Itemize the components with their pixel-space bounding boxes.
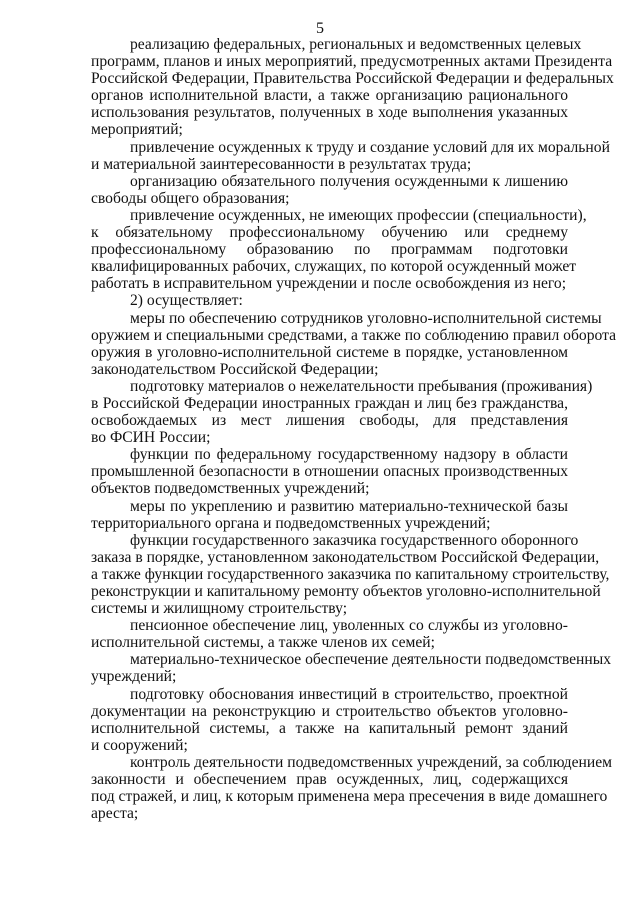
text-line: и материальной заинтересованности в результатах труда; <box>91 155 472 173</box>
text-line: функции по федеральному государственному надзору в области <box>130 446 568 464</box>
text-line: объектов подведомственных учреждений; <box>91 480 370 498</box>
text-line: ареста; <box>91 805 139 823</box>
text-line: промышленной безопасности в отношении опасных производственных <box>91 463 568 481</box>
text-line: 2) осуществляет: <box>130 292 243 310</box>
paragraph <box>91 617 568 651</box>
text-line: документации на реконструкцию и строительство объектов уголовно- <box>91 702 568 720</box>
text-line: подготовку обоснования инвестиций в строительство, проектной <box>130 685 568 703</box>
paragraph <box>91 498 568 532</box>
text-line: к обязательному профессиональному обучению или среднему <box>91 224 568 242</box>
text-line: реконструкции и капитальному ремонту объектов уголовно-исполнительной <box>91 583 601 600</box>
text-line: мероприятий; <box>91 121 183 139</box>
text-line: свободы общего образования; <box>91 189 290 207</box>
text-line: привлечение осужденных к труду и создание условий для их моральной <box>130 138 610 156</box>
paragraph <box>91 138 610 173</box>
text-line: меры по укреплению и развитию материально-технической базы <box>130 497 568 515</box>
text-line: материально-техническое обеспечение деятельности подведомственных <box>130 651 612 669</box>
text-line: пенсионное обеспечение лиц, уволенных со службы из уголовно- <box>130 617 568 635</box>
page-number: 5 <box>316 20 324 37</box>
paragraph <box>91 446 568 497</box>
document-body <box>91 36 617 823</box>
text-line: территориального органа и подведомственных учреждений; <box>91 514 491 532</box>
text-line: учреждений; <box>91 668 177 686</box>
paragraph <box>91 753 613 823</box>
text-line: исполнительной системы, а также членов их семей; <box>91 634 435 652</box>
paragraph <box>91 686 568 754</box>
text-line: использования результатов, полученных в ходе выполнения указанных <box>91 104 568 122</box>
text-line: органов исполнительной власти, а также организацию рационального <box>91 87 568 105</box>
text-line: системы и жилищному строительству; <box>91 600 348 618</box>
paragraph <box>91 173 568 207</box>
text-line: организацию обязательного получения осужденными к лишению <box>130 172 568 190</box>
text-line: меры по обеспечению сотрудников уголовно-исполнительной системы <box>130 309 602 327</box>
paragraph <box>91 309 617 378</box>
text-line: заказа в порядке, установленном законодательством Российской Федерации, <box>91 548 600 566</box>
text-line: Российской Федерации, Правительства Российской Федерации и федеральных <box>91 70 614 88</box>
text-line: функции государственного заказчика государственного оборонного <box>130 531 579 549</box>
text-line: квалифицированных рабочих, служащих, по которой осужденный может <box>91 258 577 276</box>
paragraph <box>91 377 593 447</box>
text-line: программ, планов и иных мероприятий, предусмотренных актами Президента <box>91 53 613 71</box>
text-line: законодательством Российской Федерации; <box>91 360 379 378</box>
text-line: реализацию федеральных, региональных и ведомственных целевых <box>130 36 582 53</box>
text-line: подготовку материалов о нежелательности пребывания (проживания) <box>130 377 593 395</box>
text-line: во ФСИН России; <box>91 429 211 447</box>
text-line: привлечение осужденных, не имеющих профессии (специальности), <box>130 206 587 224</box>
text-line: оружия в уголовно-исполнительной системе в порядке, установленном <box>91 343 568 361</box>
text-line: под стражей, и лиц, к которым применена мера пресечения в виде домашнего <box>91 788 608 806</box>
paragraph <box>91 36 614 139</box>
text-line: оружием и специальными средствами, а также по соблюдению правил оборота <box>91 326 617 344</box>
text-line: в Российской Федерации иностранных граждан и лиц без гражданства, <box>91 394 568 412</box>
text-line: освобождаемых из мест лишения свободы, для представления <box>91 412 568 430</box>
paragraph <box>91 651 612 686</box>
text-line: профессиональному образованию по программам подготовки <box>91 241 568 259</box>
text-line: а также функции государственного заказчика по капитальному строительству, <box>91 565 610 583</box>
text-line: контроль деятельности подведомственных учреждений, за соблюдением <box>130 753 613 771</box>
text-line: исполнительной системы, а также на капитальный ремонт зданий <box>91 719 568 737</box>
paragraph <box>91 206 587 293</box>
text-line: законности и обеспечением прав осужденных, лиц, содержащихся <box>91 771 568 789</box>
text-line: работать в исправительном учреждении и после освобождения из него; <box>91 275 567 293</box>
paragraph <box>91 292 568 309</box>
paragraph <box>91 531 610 618</box>
text-line: и сооружений; <box>91 736 188 754</box>
